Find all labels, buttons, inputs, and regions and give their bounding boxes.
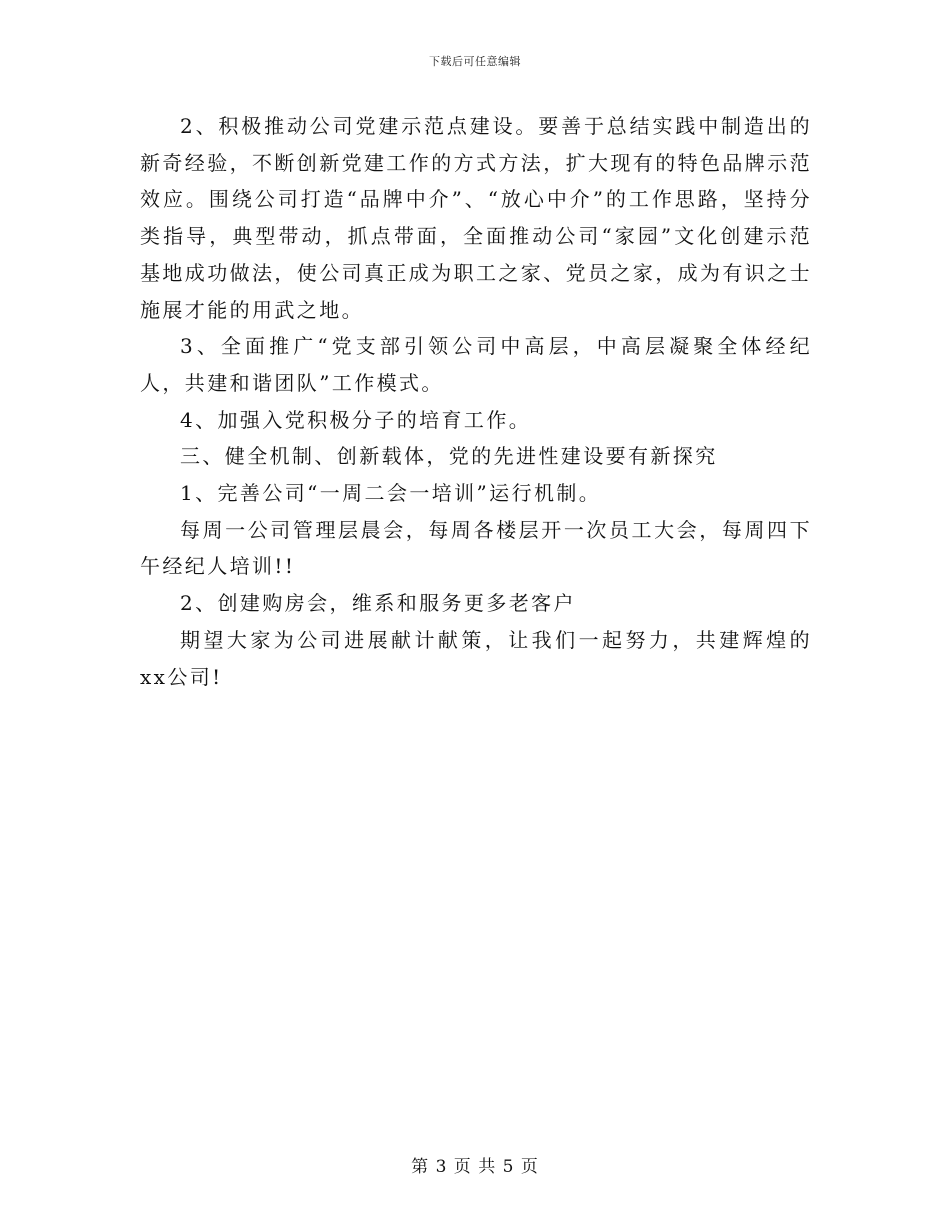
page-number-footer: 第 3 页 共 5 页 bbox=[411, 1157, 539, 1177]
document-body bbox=[140, 108, 812, 695]
paragraph-activist-training: 4、加强入党积极分子的培育工作。 bbox=[180, 407, 532, 432]
paragraph-weekly-schedule: 每周一公司管理层晨会，每周各楼层开一次员工大会，每周四下午经纪人培训!! bbox=[140, 517, 812, 579]
paragraph-work-mode: 3、全面推广“党支部引领公司中高层，中高层凝聚全体经纪人，共建和谐团队”工作模式。 bbox=[140, 334, 812, 395]
paragraph-buyer-club: 2、创建购房会，维系和服务更多老客户 bbox=[180, 591, 576, 616]
page-header: 下载后可任意编辑 bbox=[429, 55, 521, 68]
paragraph-meeting-mechanism: 1、完善公司“一周二会一培训”运行机制。 bbox=[180, 481, 602, 506]
paragraph-party-building-demo: 2、积极推动公司党建示范点建设。要善于总结实践中制造出的新奇经验，不断创新党建工作的方式方法，扩大现有的特色品牌示范效应。围绕公司打造“品牌中介”、“放心中介”的工作思路，坚持分类指导，典型带动，抓点带面，全面推动公司“家园”文化创建示范基地成功做法，使公司真正成为职工之家、党员之家，成为有识之士施展才能的用武之地。 bbox=[140, 114, 812, 322]
section-heading-mechanism: 三、健全机制、创新载体，党的先进性建设要有新探究 bbox=[180, 444, 718, 469]
paragraph-closing: 期望大家为公司进展献计献策，让我们一起努力，共建辉煌的xx公司! bbox=[140, 627, 812, 689]
